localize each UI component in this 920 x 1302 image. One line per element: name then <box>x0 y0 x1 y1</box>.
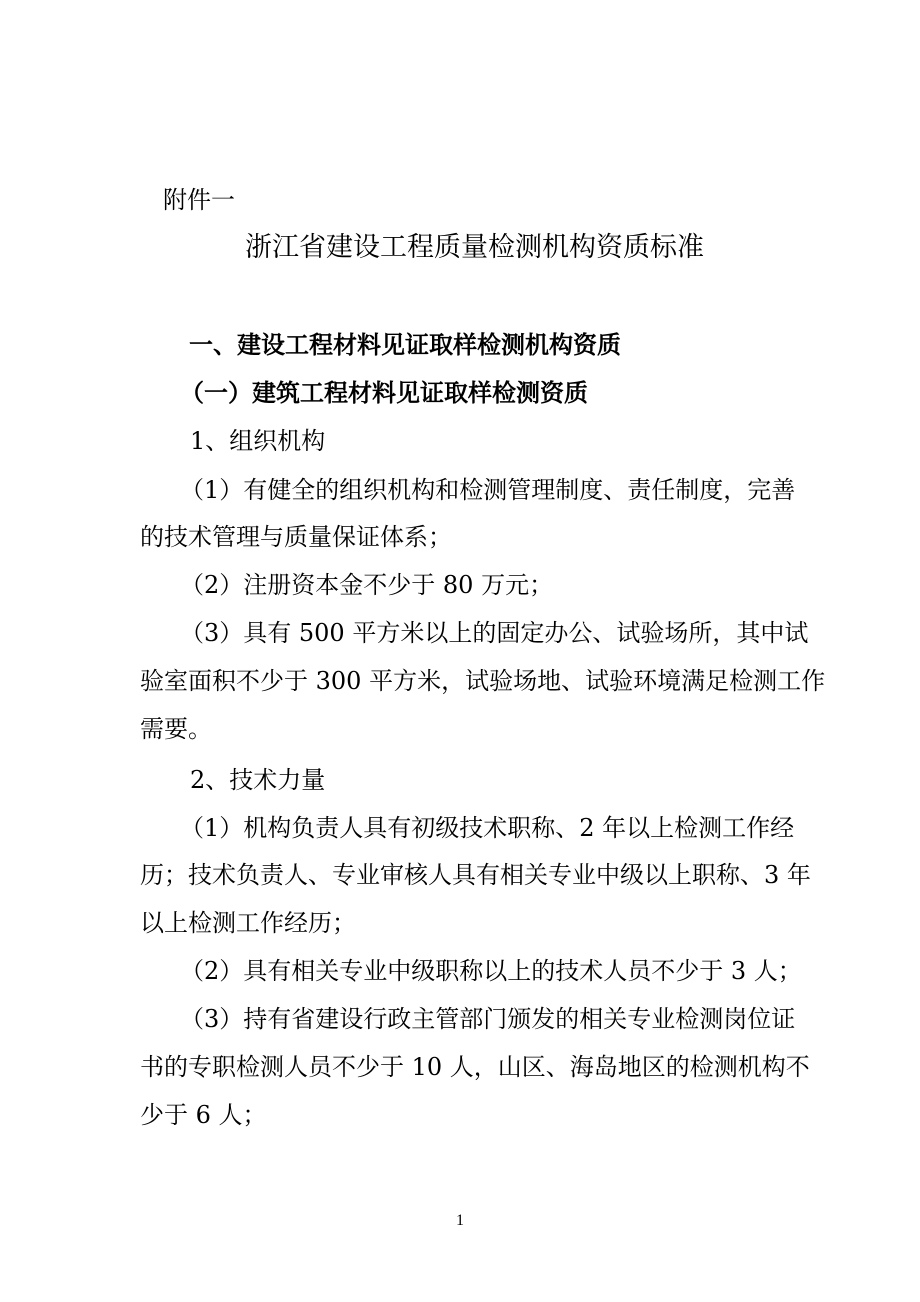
paragraph-line: （3）持有省建设行政主管部门颁发的相关专业检测岗位证 <box>180 1005 796 1033</box>
paragraph-line: 书的专职检测人员不少于 10 人，山区、海岛地区的检测机构不 <box>140 1053 810 1081</box>
paragraph-line: （3）具有 500 平方米以上的固定办公、试验场所，其中试 <box>180 619 809 647</box>
paragraph-line: 以上检测工作经历； <box>140 909 356 937</box>
paragraph-line: 需要。 <box>140 715 212 743</box>
paragraph-line: （2）注册资本金不少于 80 万元； <box>180 571 554 599</box>
paragraph-line: （2）具有相关专业中级职称以上的技术人员不少于 3 人； <box>180 957 802 985</box>
attachment-label: 附件一 <box>163 186 235 214</box>
subsection-heading: （一）建筑工程材料见证取样检测资质 <box>180 378 588 407</box>
document-title: 浙江省建设工程质量检测机构资质标准 <box>245 232 704 263</box>
item-heading-organization: 1、组织机构 <box>190 427 326 455</box>
paragraph-line: 少于 6 人； <box>140 1101 267 1129</box>
item-heading-technical: 2、技术力量 <box>190 766 326 794</box>
page-number: 1 <box>456 1212 464 1229</box>
section-heading: 一、建设工程材料见证取样检测机构资质 <box>189 330 621 359</box>
paragraph-line: 验室面积不少于 300 平方米，试验场地、试验环境满足检测工作 <box>140 667 826 695</box>
paragraph-line: 历；技术负责人、专业审核人具有相关专业中级以上职称、3 年 <box>140 861 811 889</box>
paragraph-line: （1）机构负责人具有初级技术职称、2 年以上检测工作经 <box>180 814 795 842</box>
paragraph-line: 的技术管理与质量保证体系； <box>140 523 452 551</box>
paragraph-line: （1）有健全的组织机构和检测管理制度、责任制度，完善 <box>180 476 796 504</box>
